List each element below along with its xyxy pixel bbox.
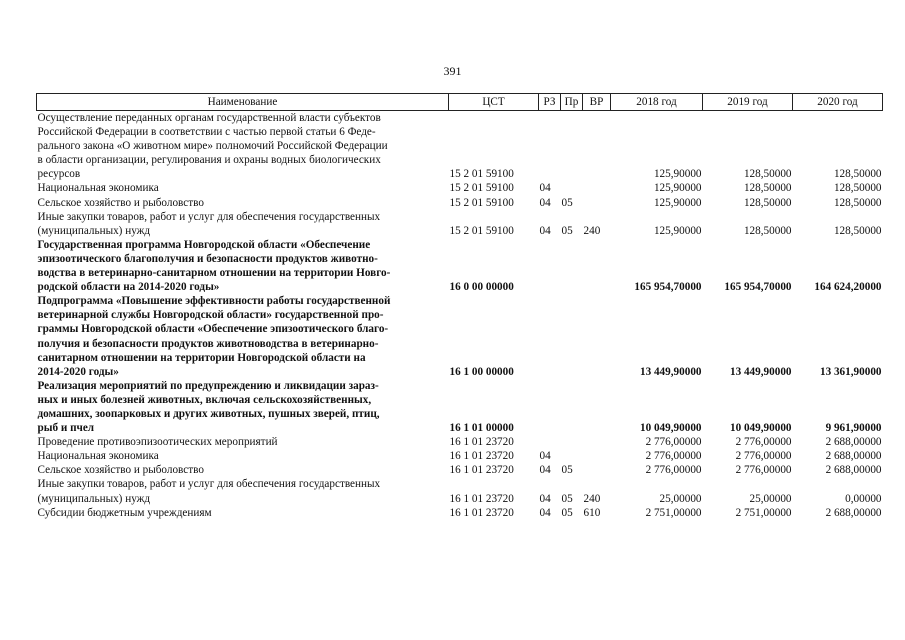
row-2018: 25,00000 bbox=[659, 492, 702, 505]
row-name-line: водства в ветеринарно-санитарном отношении на территории Новго- bbox=[37, 267, 391, 280]
row-pr bbox=[561, 449, 583, 463]
row-pr bbox=[561, 181, 583, 195]
row-name-line: получия и безопасности продуктов животноводства в ветеринарно- bbox=[37, 337, 379, 350]
budget-table bbox=[36, 93, 883, 520]
row-name-line: Национальная экономика bbox=[37, 182, 159, 195]
row-name bbox=[37, 435, 449, 449]
row-pr: 05 bbox=[561, 196, 573, 209]
table-row bbox=[37, 477, 883, 505]
row-pr bbox=[561, 379, 583, 435]
row-cst: 16 1 01 23720 bbox=[449, 506, 514, 519]
row-name-line: (муниципальных) нужд bbox=[37, 224, 151, 237]
row-name-line: в области организации, регулирования и охраны водных биологических bbox=[37, 154, 381, 167]
row-vr bbox=[583, 111, 611, 182]
row-name-line: рыб и пчел bbox=[37, 422, 95, 435]
row-2018: 125,90000 bbox=[653, 224, 702, 237]
row-cst: 15 2 01 59100 bbox=[449, 182, 514, 195]
row-name-line: родской области на 2014-2020 годы» bbox=[37, 281, 220, 294]
row-vr bbox=[583, 435, 611, 449]
row-2018: 10 049,90000 bbox=[639, 422, 702, 435]
row-2019: 128,50000 bbox=[743, 182, 792, 195]
row-2018: 2 751,00000 bbox=[645, 506, 702, 519]
row-rz: 04 bbox=[539, 182, 551, 195]
row-2020: 2 688,00000 bbox=[825, 450, 882, 463]
row-pr: 05 bbox=[561, 506, 573, 519]
row-pr: 05 bbox=[561, 492, 573, 505]
row-2018: 125,90000 bbox=[653, 168, 702, 181]
row-2018: 2 776,00000 bbox=[645, 436, 702, 449]
row-name-line: Иные закупки товаров, работ и услуг для обеспечения государственных bbox=[37, 210, 381, 223]
row-pr bbox=[561, 238, 583, 294]
row-name bbox=[37, 238, 449, 294]
row-name-line: Проведение противоэпизоотических мероприятий bbox=[37, 436, 278, 449]
row-name-line: Российской Федерации в соответствии с частью первой статьи 6 Феде- bbox=[37, 126, 376, 139]
row-name-line: эпизоотического благополучия и безопасности продуктов животно- bbox=[37, 252, 378, 265]
header-pr: Пр bbox=[561, 94, 583, 111]
row-name-line: ных и иных болезней животных, включая сельскохозяйственных, bbox=[37, 393, 372, 406]
row-cst: 16 1 01 23720 bbox=[449, 436, 514, 449]
row-vr: 610 bbox=[583, 506, 601, 519]
row-cst: 15 2 01 59100 bbox=[449, 196, 514, 209]
page-number: 391 bbox=[443, 64, 462, 78]
row-2019: 2 751,00000 bbox=[735, 506, 792, 519]
header-2020: 2020 год bbox=[793, 94, 883, 111]
row-2018: 2 776,00000 bbox=[645, 450, 702, 463]
row-rz bbox=[539, 238, 561, 294]
row-name-line: рального закона «О животном мире» полномочий Российской Федерации bbox=[37, 140, 388, 153]
row-name-line: Национальная экономика bbox=[37, 450, 159, 463]
row-rz bbox=[539, 379, 561, 435]
row-pr: 05 bbox=[561, 224, 573, 237]
row-2019: 165 954,70000 bbox=[724, 281, 792, 294]
row-vr bbox=[583, 196, 611, 210]
row-name bbox=[37, 181, 449, 195]
row-name-line: ветеринарной службы Новгородской области» государственной про- bbox=[37, 309, 384, 322]
row-2019: 2 776,00000 bbox=[735, 450, 792, 463]
row-2020: 2 688,00000 bbox=[825, 464, 882, 477]
row-2018: 2 776,00000 bbox=[645, 464, 702, 477]
table-row bbox=[37, 111, 883, 182]
row-rz: 04 bbox=[539, 450, 551, 463]
row-cst: 16 1 00 00000 bbox=[449, 365, 514, 378]
row-vr bbox=[583, 294, 611, 379]
row-2019: 2 776,00000 bbox=[735, 436, 792, 449]
row-name bbox=[37, 477, 449, 505]
row-cst: 16 0 00 00000 bbox=[449, 281, 514, 294]
header-cst: ЦСТ bbox=[449, 94, 539, 111]
row-rz bbox=[539, 435, 561, 449]
row-2019: 128,50000 bbox=[743, 196, 792, 209]
row-2020: 128,50000 bbox=[833, 196, 882, 209]
table-row bbox=[37, 181, 883, 195]
row-2018: 125,90000 bbox=[653, 182, 702, 195]
row-rz bbox=[539, 294, 561, 379]
row-name bbox=[37, 379, 449, 435]
row-name-line: Государственная программа Новгородской области «Обеспечение bbox=[37, 238, 371, 251]
row-name-line: санитарном отношении на территории Новгородской области на bbox=[37, 351, 366, 364]
row-pr bbox=[561, 435, 583, 449]
header-rz: РЗ bbox=[539, 94, 561, 111]
table-row bbox=[37, 449, 883, 463]
row-rz: 04 bbox=[539, 224, 551, 237]
row-cst: 16 1 01 23720 bbox=[449, 492, 514, 505]
row-rz: 04 bbox=[539, 464, 551, 477]
row-name-line: Реализация мероприятий по предупреждению и ликвидации зараз- bbox=[37, 379, 379, 392]
row-name-line: Сельское хозяйство и рыболовство bbox=[37, 196, 204, 209]
row-cst: 16 1 01 23720 bbox=[449, 464, 514, 477]
row-rz: 04 bbox=[539, 196, 551, 209]
row-name bbox=[37, 196, 449, 210]
row-vr bbox=[583, 238, 611, 294]
row-name-line: Сельское хозяйство и рыболовство bbox=[37, 464, 204, 477]
row-2019: 25,00000 bbox=[749, 492, 792, 505]
row-2019: 10 049,90000 bbox=[729, 422, 792, 435]
table-row bbox=[37, 238, 883, 294]
row-name-line: Подпрограмма «Повышение эффективности работы государственной bbox=[37, 295, 391, 308]
row-2020: 9 961,90000 bbox=[825, 422, 882, 435]
header-2018: 2018 год bbox=[611, 94, 703, 111]
row-2020: 128,50000 bbox=[833, 182, 882, 195]
row-2019: 2 776,00000 bbox=[735, 464, 792, 477]
row-name bbox=[37, 111, 449, 182]
row-2020: 13 361,90000 bbox=[819, 365, 882, 378]
row-name-line: Субсидии бюджетным учреждениям bbox=[37, 506, 212, 519]
row-2019: 128,50000 bbox=[743, 168, 792, 181]
row-rz: 04 bbox=[539, 506, 551, 519]
row-name bbox=[37, 210, 449, 238]
row-2018: 165 954,70000 bbox=[634, 281, 702, 294]
row-cst: 15 2 01 59100 bbox=[449, 224, 514, 237]
row-2020: 0,00000 bbox=[845, 492, 882, 505]
header-2019: 2019 год bbox=[703, 94, 793, 111]
row-2020: 128,50000 bbox=[833, 168, 882, 181]
row-rz bbox=[539, 111, 561, 182]
row-2020: 2 688,00000 bbox=[825, 506, 882, 519]
row-rz: 04 bbox=[539, 492, 551, 505]
row-name-line: ресурсов bbox=[37, 168, 81, 181]
row-2018: 125,90000 bbox=[653, 196, 702, 209]
row-vr bbox=[583, 449, 611, 463]
table-row bbox=[37, 463, 883, 477]
row-name-line: (муниципальных) нужд bbox=[37, 492, 151, 505]
row-pr bbox=[561, 111, 583, 182]
row-name-line: Иные закупки товаров, работ и услуг для обеспечения государственных bbox=[37, 478, 381, 491]
row-vr: 240 bbox=[583, 492, 601, 505]
row-name bbox=[37, 294, 449, 379]
row-pr bbox=[561, 294, 583, 379]
row-cst: 15 2 01 59100 bbox=[449, 168, 514, 181]
table-header-row bbox=[37, 94, 883, 111]
header-vr: ВР bbox=[583, 94, 611, 111]
table-row bbox=[37, 210, 883, 238]
row-name bbox=[37, 506, 449, 520]
row-vr bbox=[583, 181, 611, 195]
table-row bbox=[37, 294, 883, 379]
row-name-line: 2014-2020 годы» bbox=[37, 365, 119, 378]
table-row bbox=[37, 506, 883, 520]
row-name-line: Осуществление переданных органам государственной власти субъектов bbox=[37, 112, 381, 124]
table-row bbox=[37, 379, 883, 435]
row-2019: 128,50000 bbox=[743, 224, 792, 237]
row-name bbox=[37, 463, 449, 477]
row-2020: 128,50000 bbox=[833, 224, 882, 237]
table-row bbox=[37, 435, 883, 449]
row-2018: 13 449,90000 bbox=[639, 365, 702, 378]
row-name bbox=[37, 449, 449, 463]
row-2020: 2 688,00000 bbox=[825, 436, 882, 449]
row-cst: 16 1 01 23720 bbox=[449, 450, 514, 463]
table-row bbox=[37, 196, 883, 210]
header-name: Наименование bbox=[37, 94, 449, 111]
row-name-line: домашних, зоопарковых и других животных, пушных зверей, птиц, bbox=[37, 407, 380, 420]
row-vr bbox=[583, 463, 611, 477]
row-name-line: граммы Новгородской области «Обеспечение эпизоотического благо- bbox=[37, 323, 389, 336]
table-body bbox=[37, 111, 883, 520]
row-pr: 05 bbox=[561, 464, 573, 477]
row-vr bbox=[583, 379, 611, 435]
row-2019: 13 449,90000 bbox=[729, 365, 792, 378]
row-vr: 240 bbox=[583, 224, 601, 237]
row-cst: 16 1 01 00000 bbox=[449, 422, 514, 435]
row-2020: 164 624,20000 bbox=[814, 281, 882, 294]
